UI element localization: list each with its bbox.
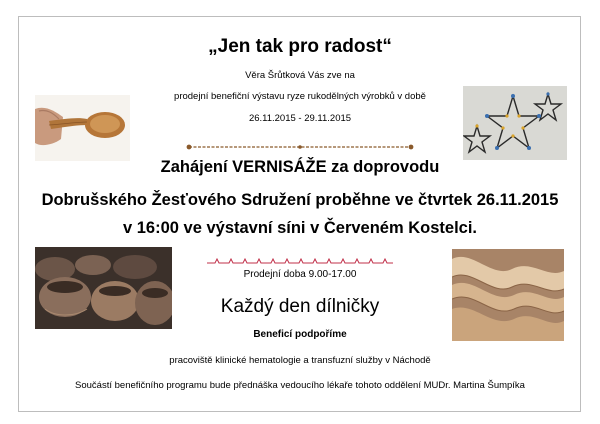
ornament-divider-bottom	[205, 253, 395, 263]
opening-line-1: Zahájení VERNISÁŽE za doprovodu	[160, 158, 440, 176]
workshops-heading: Každý den dílničky	[220, 296, 380, 317]
ornament-divider-top	[185, 139, 415, 149]
exhibition-dates: 26.11.2015 - 29.11.2015	[248, 113, 352, 124]
opening-hours: Prodejní doba 9.00-17.00	[243, 269, 357, 280]
exhibition-line: prodejní benefiční výstavu ryze rukodělných výrobků v době	[174, 91, 426, 102]
clay-pots-photo	[35, 247, 172, 329]
beaded-stars-photo	[463, 86, 567, 160]
lecture-line: Součástí benefičního programu bude přednáška vedoucího lékaře tohoto oddělení MUDr. Martina Šumpíka	[75, 380, 525, 391]
wooden-wave-photo	[452, 249, 564, 341]
poster-title: „Jen tak pro radost“	[208, 36, 392, 57]
wooden-spoon-photo	[35, 95, 130, 161]
department-line: pracoviště klinické hematologie a transfuzní služby v Náchodě	[169, 355, 431, 366]
support-heading: Beneficí podpoříme	[253, 329, 347, 340]
opening-line-2: Dobrušského Žesťového Sdružení proběhne ve čtvrtek 26.11.2015	[41, 191, 559, 209]
opening-line-3: v 16:00 ve výstavní síni v Červeném Kostelci.	[122, 219, 478, 237]
invite-line: Věra Šrůtková Vás zve na	[245, 70, 355, 81]
